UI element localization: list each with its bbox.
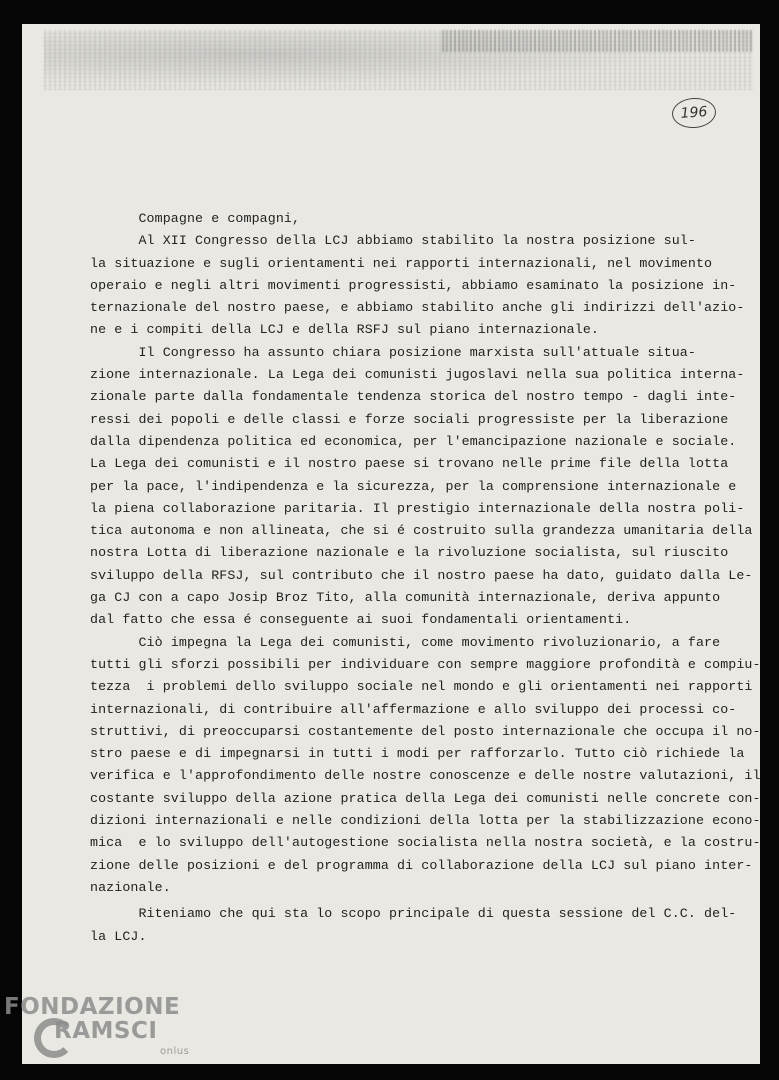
letter-line: zione internazionale. La Lega dei comunisti jugoslavi nella sua politica interna- bbox=[90, 367, 745, 383]
letter-line: costante sviluppo della azione pratica della Lega dei comunisti nelle concrete con- bbox=[90, 790, 761, 806]
letter-line: dalla dipendenza politica ed economica, per l'emancipazione nazionale e sociale. bbox=[90, 433, 737, 449]
letter-line: nazionale. bbox=[90, 879, 171, 895]
letter-line: stro paese e di impegnarsi in tutti i modi per rafforzarlo. Tutto ciò richiede la bbox=[90, 746, 745, 762]
watermark-onlus: onlus bbox=[160, 1046, 190, 1057]
letter-line: nostra Lotta di liberazione nazionale e la rivoluzione socialista, sul riuscito bbox=[90, 545, 729, 561]
letter-line: per la pace, l'indipendenza e la sicurezza, per la comprensione internazionale e bbox=[90, 478, 737, 494]
letter-line: verifica e l'approfondimento delle nostre conoscenze e delle nostre valutazioni, il bbox=[90, 768, 761, 784]
letter-line: la LCJ. bbox=[90, 928, 147, 944]
letter-line: ga CJ con a capo Josip Broz Tito, alla comunità internazionale, deriva appunto bbox=[90, 590, 721, 606]
letter-line: internazionali, di contribuire all'affermazione e allo sviluppo dei processi co- bbox=[90, 701, 737, 717]
letter-line: La Lega dei comunisti e il nostro paese si trovano nelle prime file della lotta bbox=[90, 456, 729, 472]
letter-line: Riteniamo che qui sta lo scopo principale di questa sessione del C.C. del- bbox=[90, 906, 737, 922]
letter-line: tezza i problemi dello sviluppo sociale nel mondo e gli orientamenti nei rapporti bbox=[90, 679, 753, 695]
archive-watermark bbox=[4, 994, 190, 1057]
letter-line: tica autonoma e non allineata, che si é costruito sulla grandezza umanitaria della bbox=[90, 523, 753, 539]
letter-body bbox=[90, 208, 761, 948]
letter-line: Ciò impegna la Lega dei comunisti, come movimento rivoluzionario, a fare bbox=[90, 634, 721, 650]
letter-line: operaio e negli altri movimenti progressisti, abbiamo esaminato la posizione in- bbox=[90, 277, 737, 293]
letter-line: la situazione e sugli orientamenti nei rapporti internazionali, nel movimento bbox=[90, 255, 713, 271]
toner-smudge-dark bbox=[442, 30, 752, 52]
watermark-g-logo-icon bbox=[34, 1018, 74, 1058]
letter-line: Il Congresso ha assunto chiara posizione marxista sull'attuale situa- bbox=[90, 344, 696, 360]
letter-line: la piena collaborazione paritaria. Il prestigio internazionale della nostra poli- bbox=[90, 500, 745, 516]
letter-line: mica e lo sviluppo dell'autogestione socialista nella nostra società, e la costru- bbox=[90, 835, 761, 851]
letter-line: sviluppo della RFSJ, sul contributo che il nostro paese ha dato, guidato dalla Le- bbox=[90, 567, 753, 583]
letter-line: zionale parte dalla fondamentale tendenza storica del nostro tempo - dagli inte- bbox=[90, 389, 737, 405]
letter-line: dizioni internazionali e nelle condizioni della lotta per la stabilizzazione econo- bbox=[90, 813, 761, 829]
letter-line: dal fatto che essa é conseguente ai suoi fondamentali orientamenti. bbox=[90, 612, 632, 628]
letter-line: Al XII Congresso della LCJ abbiamo stabilito la nostra posizione sul- bbox=[90, 233, 696, 249]
letter-line: struttivi, di preoccuparsi costantemente del posto internazionale che occupa il no- bbox=[90, 723, 761, 739]
letter-line: ressi dei popoli e delle classi e forze sociali progressiste per la liberazione bbox=[90, 411, 729, 427]
letter-line: ne e i compiti della LCJ e della RSFJ sul piano internazionale. bbox=[90, 322, 600, 338]
watermark-title: FONDAZIONE bbox=[4, 994, 181, 1020]
letter-line: Compagne e compagni, bbox=[90, 211, 301, 226]
watermark-subtitle: RAMSCI bbox=[54, 1018, 158, 1044]
letter-line: ternazionale del nostro paese, e abbiamo stabilito anche gli indirizzi dell'azio- bbox=[90, 300, 745, 316]
letter-line: zione delle posizioni e del programma di collaborazione della LCJ sul piano inter- bbox=[90, 857, 753, 873]
letter-line: tutti gli sforzi possibili per individuare con sempre maggiore profondità e compiu- bbox=[90, 656, 761, 672]
page-number-stamp: 196 bbox=[671, 97, 717, 130]
